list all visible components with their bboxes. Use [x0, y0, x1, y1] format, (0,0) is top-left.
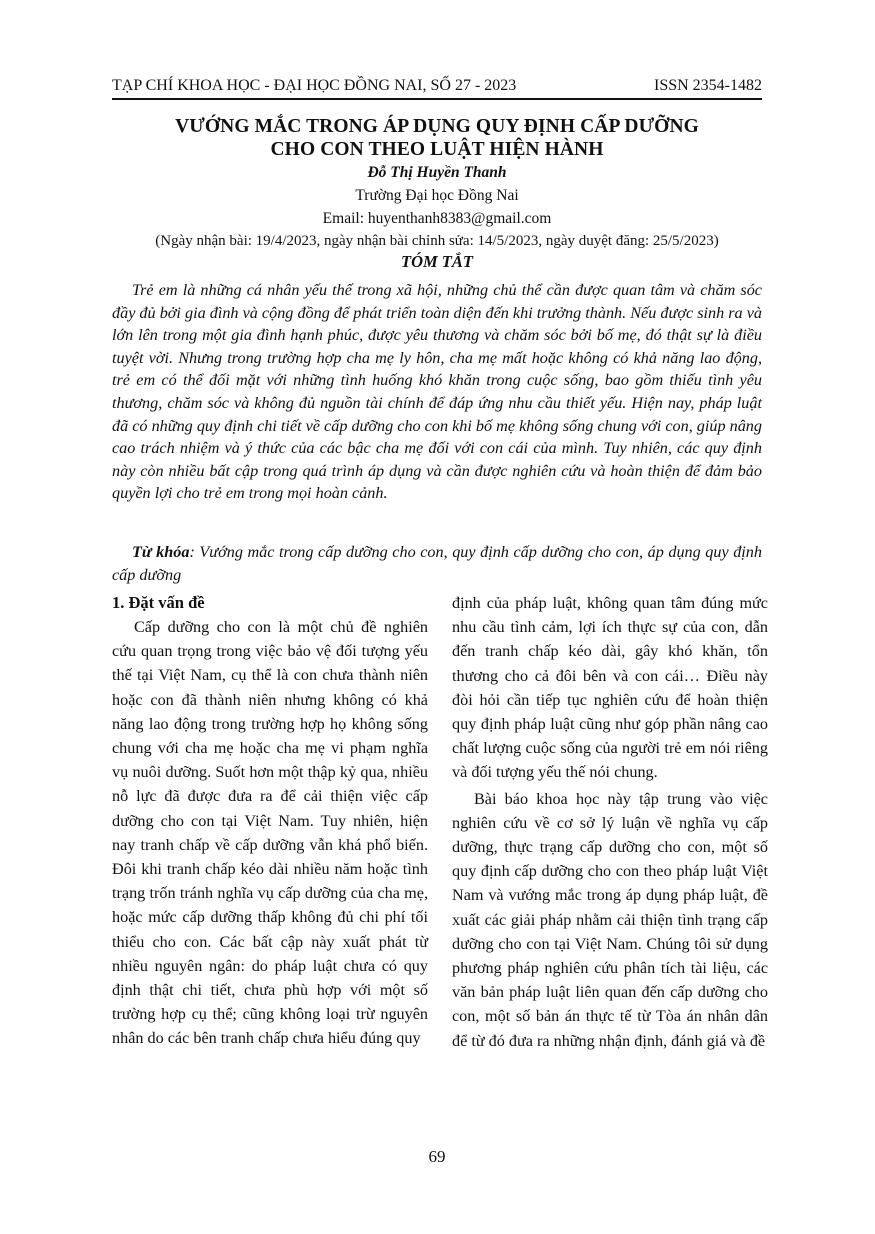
abstract-text: Trẻ em là những cá nhân yếu thế trong xã hội, những chủ thể cần được quan tâm và chăm sóc đầy đủ bởi gia đình và cộng đồng để phát triển toàn diện đến khi trưởng thành. Nếu được sinh ra và lớn lên trong một gia đình hạnh phúc, được yêu thương và chăm sóc bởi bố mẹ, đó thật sự là điều tuyệt vời. Nhưng trong trường hợp cha mẹ ly hôn, cha mẹ mất hoặc không có khả năng lao động, trẻ em có thể đối mặt với những tình huống khó khăn trong cuộc sống, bao gồm thiếu tình yêu thương, chăm sóc và không đủ nguồn tài chính để đáp ứng nhu cầu thiết yếu. Hiện nay, pháp luật đã có những quy định chi tiết về cấp dưỡng cho con khi bố mẹ không sống chung với con, giúp nâng cao trách nhiệm và ý thức của các bậc cha mẹ đối với con cái của mình. Tuy nhiên, các quy định này còn nhiều bất cập trong quá trình áp dụng và cần được nghiên cứu và hoàn thiện để đảm bảo quyền lợi cho trẻ em trong mọi hoàn cảnh.	[112, 281, 762, 503]
article-title-line-1: VƯỚNG MẮC TRONG ÁP DỤNG QUY ĐỊNH CẤP DƯỠNG	[175, 116, 699, 137]
body-paragraph: định của pháp luật, không quan tâm đúng mức nhu cầu tình cảm, lợi ích thực sự của con, dẫn đến tranh chấp kéo dài, gây khó khăn, tổn thương cho cả đôi bên và con cái… Điều này đòi hỏi cần tiếp tục nghiên cứu để hoàn thiện quy định pháp luật cũng như góp phần nâng cao chất lượng cuộc sống của người trẻ em nói riêng và đối tượng yếu thế nói chung.	[452, 594, 768, 782]
issn: ISSN 2354-1482	[653, 77, 762, 94]
right-column	[452, 591, 768, 1053]
title-block	[112, 115, 762, 272]
article-title-line-2: CHO CON THEO LUẬT HIỆN HÀNH	[270, 139, 604, 160]
affiliation: Trường Đại học Đồng Nai	[355, 187, 519, 204]
author-email: Email: huyenthanh8383@gmail.com	[322, 210, 552, 227]
left-column	[112, 591, 428, 1051]
journal-name: TẠP CHÍ KHOA HỌC - ĐẠI HỌC ĐỒNG NAI, SỐ 27 - 2023	[112, 77, 517, 94]
header-rule	[112, 98, 762, 100]
page-number: 69	[428, 1147, 446, 1166]
keywords	[112, 541, 762, 586]
section-heading: 1. Đặt vấn đề	[112, 593, 205, 612]
keywords-list: : Vướng mắc trong cấp dưỡng cho con, quy định cấp dưỡng cho con, áp dụng quy định cấp dưỡng	[112, 543, 762, 584]
keywords-label: Từ khóa	[132, 543, 190, 561]
abstract-heading: TÓM TẮT	[401, 252, 473, 271]
author-name: Đỗ Thị Huyền Thanh	[367, 164, 507, 181]
running-header	[112, 76, 762, 96]
body-paragraph: Cấp dưỡng cho con là một chủ đề nghiên cứu quan trọng trong việc bảo vệ đối tượng yếu thế tại Việt Nam, cụ thể là con chưa thành niên hoặc con đã thành niên nhưng không có khả năng lao động trong trường hợp họ không sống chung với cha mẹ hoặc cha mẹ vi phạm nghĩa vụ nuôi dưỡng. Suốt hơn một thập kỷ qua, nhiều nỗ lực đã được đưa ra để cải thiện việc cấp dưỡng cho con tại Việt Nam. Tuy nhiên, hiện nay tranh chấp về cấp dưỡng vẫn khá phổ biến. Đôi khi tranh chấp kéo dài nhiều năm hoặc tình trạng trốn tránh nghĩa vụ cấp dưỡng của cha mẹ, hoặc mức cấp dưỡng thấp không đủ chi phí tối thiểu cho con. Các bất cập này xuất phát từ nhiều nguyên ngân: do pháp luật chưa có quy định thật chi tiết, chưa phù hợp với một số trường hợp cụ thể; cũng không loại trừ nguyên nhân do các bên tranh chấp chưa hiểu đúng quy	[112, 618, 428, 1048]
submission-dates: (Ngày nhận bài: 19/4/2023, ngày nhận bài chỉnh sửa: 14/5/2023, ngày duyệt đăng: 25/5/2023)	[155, 233, 719, 249]
body-paragraph: Bài báo khoa học này tập trung vào việc nghiên cứu về cơ sở lý luận về nghĩa vụ cấp dưỡng, thực trạng cấp dưỡng cho con, một số quy định cấp dưỡng cho con theo pháp luật Việt Nam và vướng mắc trong áp dụng pháp luật, đề xuất các giải pháp nhằm cải thiện tình trạng cấp dưỡng cho con tại Việt Nam. Chúng tôi sử dụng phương pháp nghiên cứu phân tích tài liệu, các văn bản pháp luật liên quan đến cấp dưỡng cho con, một số bản án thực tế từ Tòa án nhân dân để từ đó đưa ra những nhận định, đánh giá và đề	[452, 789, 768, 1050]
